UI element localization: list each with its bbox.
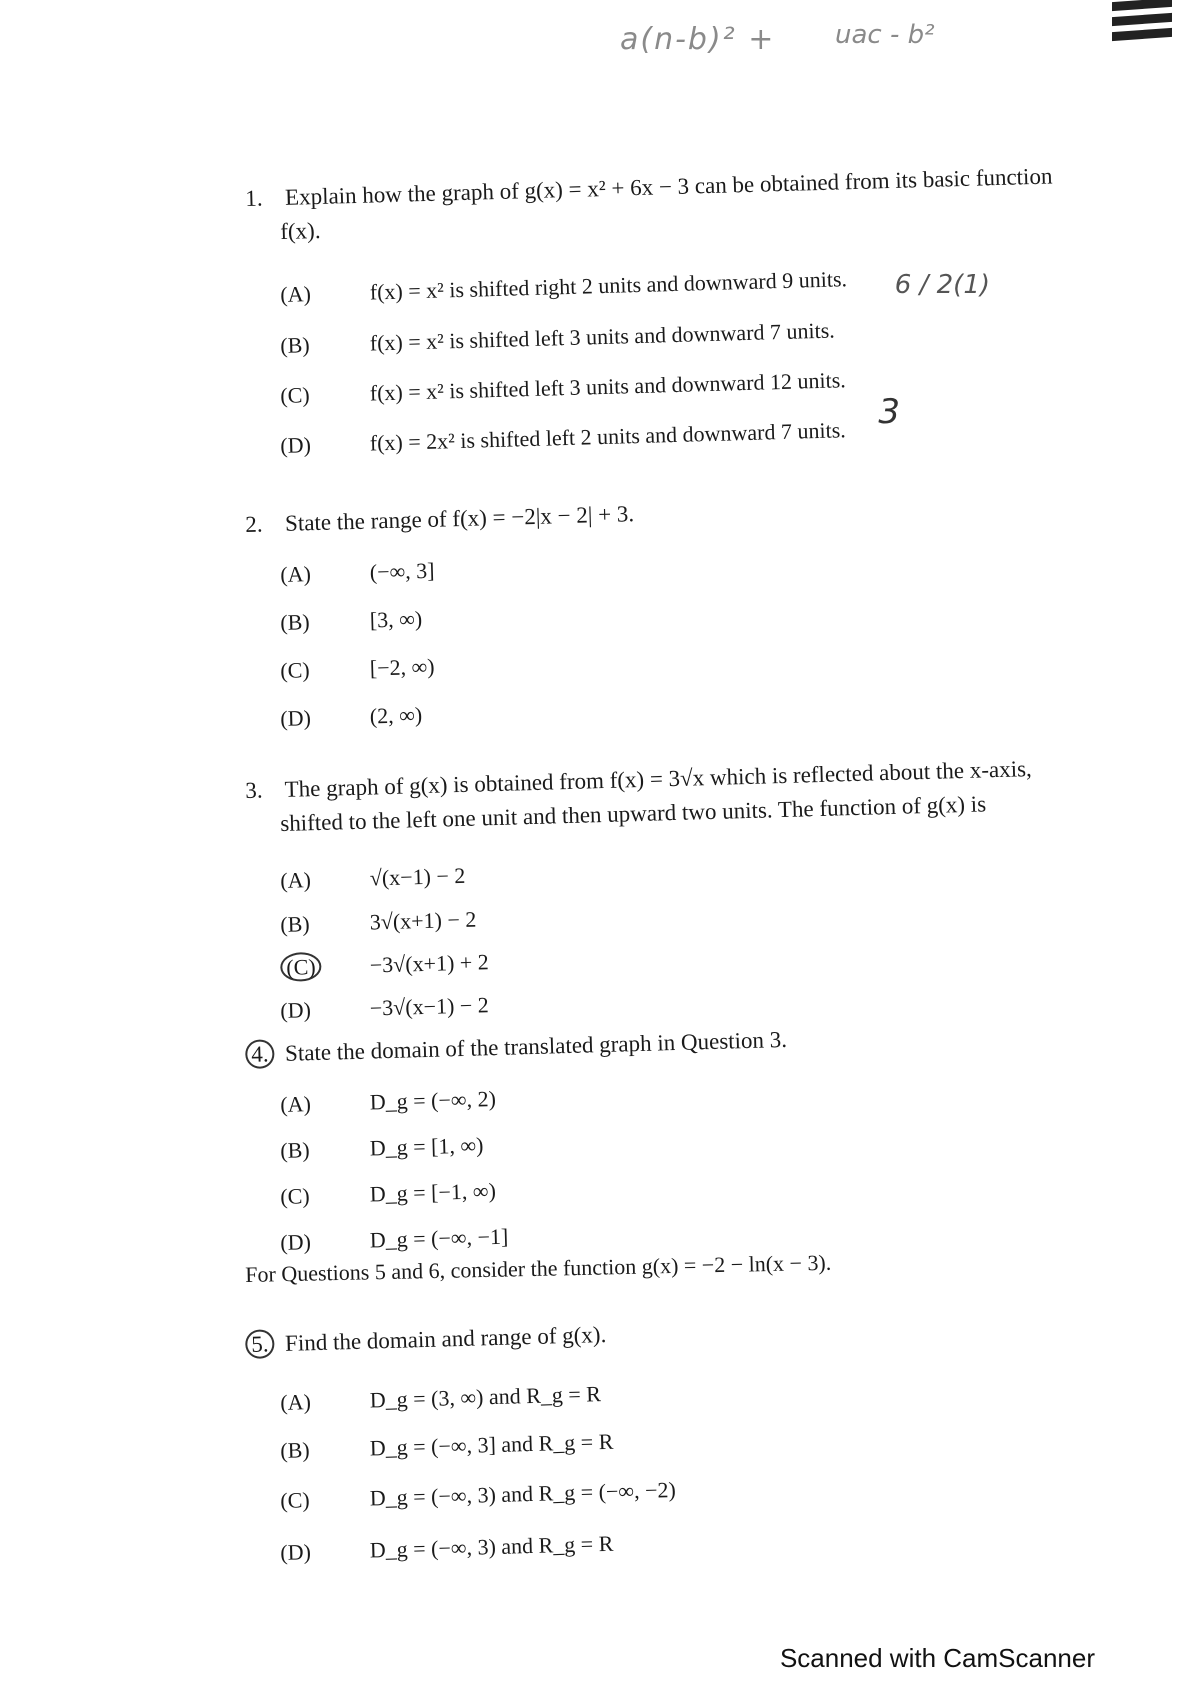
corner-scan-marks — [1112, 0, 1172, 60]
option-letter: (C) — [280, 382, 311, 408]
q2-option-b[interactable] — [280, 606, 423, 636]
question-number — [245, 1331, 280, 1358]
option-letter: (C) — [280, 657, 311, 683]
question-text-continued: shifted to the left one unit and then upward two units. The function of g(x) is — [279, 791, 987, 837]
question-text: State the domain of the translated graph in Question 3. — [284, 1026, 788, 1066]
option-letter: (A) — [280, 1091, 312, 1117]
option-letter: (D) — [280, 1229, 312, 1255]
handwritten-note-top-left: a(n-b)² + — [620, 22, 776, 57]
option-letter: (A) — [280, 1389, 312, 1415]
option-text: D_g = (−∞, 3] and R_g = R — [369, 1428, 614, 1461]
q5-option-a[interactable] — [280, 1381, 601, 1416]
option-text: (2, ∞) — [369, 702, 423, 729]
handwritten-fraction: 6 / 2(1) — [894, 270, 990, 300]
q1-option-a[interactable] — [280, 266, 847, 308]
circled-question-number: 4. — [245, 1039, 275, 1069]
q4-option-b[interactable] — [280, 1132, 484, 1164]
q3-option-a[interactable] — [280, 863, 466, 894]
question-number: 2. — [245, 511, 263, 537]
option-text: f(x) = 2x² is shifted left 2 units and downward 7 units. — [369, 417, 847, 456]
q1-option-b[interactable] — [280, 318, 835, 359]
option-letter: (B) — [280, 609, 311, 635]
option-text: (−∞, 3] — [369, 557, 435, 585]
option-letter: (D) — [280, 997, 312, 1023]
option-text: −3√(x+1) + 2 — [369, 949, 490, 978]
q5-option-c[interactable] — [280, 1477, 676, 1514]
option-letter: (A) — [280, 561, 312, 587]
option-letter: (B) — [280, 332, 311, 358]
option-text: D_g = [1, ∞) — [369, 1132, 484, 1161]
q2-option-c[interactable] — [280, 654, 435, 684]
option-text: D_g = (−∞, 2) — [369, 1085, 497, 1115]
question-text: Explain how the graph of g(x) = x² + 6x − 3 can be obtained from its basic function — [284, 163, 1053, 210]
q5-option-d[interactable] — [280, 1531, 614, 1566]
q4-option-a[interactable] — [280, 1086, 496, 1118]
question-text: State the range of f(x) = −2|x − 2| + 3. — [284, 501, 635, 536]
handwritten-note-top-right: uac - b² — [835, 20, 935, 50]
option-letter: (C) — [280, 1487, 311, 1513]
option-text: 3√(x+1) − 2 — [369, 906, 477, 935]
option-text: f(x) = x² is shifted right 2 units and downward 9 units. — [369, 266, 848, 305]
q2-option-d[interactable] — [280, 702, 423, 732]
question-5 — [245, 1322, 607, 1358]
q4-option-d[interactable] — [280, 1224, 509, 1256]
option-text: D_g = (−∞, 3) and R_g = (−∞, −2) — [369, 1476, 677, 1511]
option-text: f(x) = x² is shifted left 3 units and downward 7 units. — [369, 317, 836, 356]
q1-option-d[interactable] — [280, 417, 846, 459]
question-number: 3. — [245, 777, 263, 803]
question-text: The graph of g(x) is obtained from f(x) = 3√x which is reflected about the x-axis, — [284, 756, 1033, 802]
circled-answer-mark: (C) — [280, 952, 322, 982]
question-3 — [245, 756, 1033, 838]
q4-option-c[interactable] — [280, 1178, 496, 1210]
questions-5-6-intro: For Questions 5 and 6, consider the function g(x) = −2 − ln(x − 3). — [245, 1249, 832, 1287]
option-text: [−2, ∞) — [369, 653, 435, 681]
option-text: −3√(x−1) − 2 — [369, 992, 490, 1021]
question-number — [245, 1041, 280, 1068]
q2-option-a[interactable] — [280, 558, 435, 588]
q3-option-b[interactable] — [280, 907, 477, 938]
option-text: D_g = (−∞, −1] — [369, 1223, 509, 1253]
q3-option-d[interactable] — [280, 992, 489, 1024]
option-text: √(x−1) − 2 — [369, 862, 466, 891]
question-number: 1. — [245, 185, 263, 211]
q5-option-b[interactable] — [280, 1429, 614, 1464]
option-letter: (D) — [280, 705, 312, 731]
option-letter: (A) — [280, 867, 312, 893]
option-letter: (C) — [280, 1183, 311, 1209]
question-text: Find the domain and range of g(x). — [284, 1321, 607, 1356]
option-letter: (D) — [280, 1539, 312, 1565]
option-letter: (D) — [280, 432, 312, 458]
option-text: [3, ∞) — [369, 606, 423, 633]
q1-option-c[interactable] — [280, 367, 846, 409]
handwritten-three: 3 — [878, 392, 900, 432]
option-letter: (A) — [280, 281, 312, 307]
option-text: D_g = [−1, ∞) — [369, 1177, 497, 1207]
option-text: D_g = (−∞, 3) and R_g = R — [369, 1530, 614, 1563]
scanner-watermark: Scanned with CamScanner — [779, 1643, 1095, 1673]
question-text-continued: f(x). — [279, 217, 321, 245]
option-letter: (B) — [280, 911, 311, 937]
q3-option-c[interactable] — [280, 949, 489, 981]
option-text: D_g = (3, ∞) and R_g = R — [369, 1381, 602, 1413]
circled-question-number: 5. — [245, 1329, 275, 1359]
option-letter: (B) — [280, 1137, 311, 1163]
question-2 — [245, 501, 634, 538]
option-letter — [280, 953, 365, 981]
option-text: f(x) = x² is shifted left 3 units and downward 12 units. — [369, 367, 847, 406]
question-1 — [245, 163, 1054, 246]
question-4 — [245, 1027, 787, 1068]
option-letter: (B) — [280, 1437, 311, 1463]
